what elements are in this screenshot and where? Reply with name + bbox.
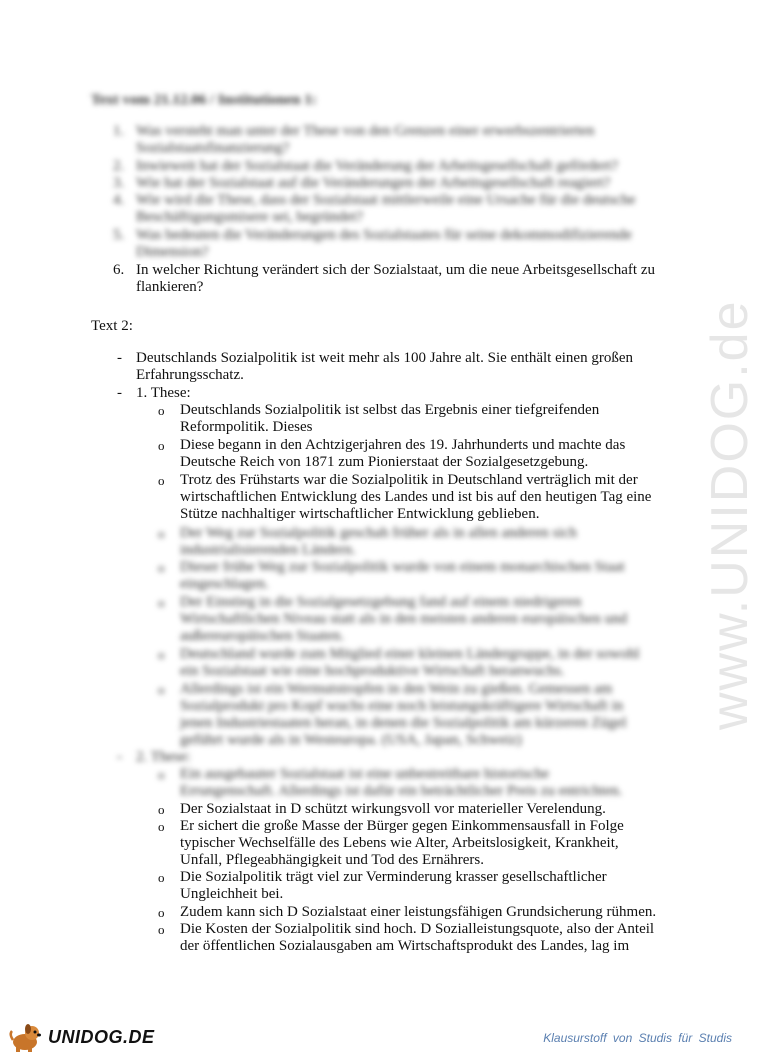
bullet-line: Stütze nachhaltiger wirtschaftlicher Entwicklung geblieben. [180,506,540,522]
dog-icon [8,1022,44,1052]
dash-marker: - [117,749,122,765]
question-line: Wie hat der Sozialstaat auf die Veränderungen der Arbeitsgesellschaft reagiert? [136,175,611,191]
bullet-marker: o [158,473,165,488]
bullet-line: Diese begann in den Achtzigerjahren des 19. Jahrhunderts und machte das [180,437,626,453]
list-item-line: 2. These: [136,749,191,765]
question-number: 3. [113,175,125,191]
unidog-logo[interactable] [8,1022,155,1052]
bullet-marker: o [158,922,165,937]
bullet-marker: o [158,870,165,885]
bullet-marker: o [158,767,165,782]
bullet-line: Der Weg zur Sozialpolitik geschah früher als in allen anderen sich [180,525,577,541]
bullet-marker: o [158,819,165,834]
bullet-marker: o [158,403,165,418]
question-number: 6. [113,262,125,278]
bullet-line: eingeschlagen. [180,576,269,592]
bullet-line: Er sichert die große Masse der Bürger gegen Einkommensausfall in Folge [180,818,624,834]
question-line: Wie wird die These, dass der Sozialstaat mittlerweile eine Ursache für die deutsche [136,192,636,208]
question-number: 5. [113,227,125,243]
question-line: Inwieweit hat der Sozialstaat die Veränderung der Arbeitsgesellschaft gefördert? [136,158,619,174]
bullet-line: Der Einstieg in die Sozialgesetzgebung fand auf einem niedrigeren [180,594,582,610]
list-item-line: Deutschlands Sozialpolitik ist weit mehr als 100 Jahre alt. Sie enthält einen großen [136,350,633,366]
section-label-text2: Text 2: [91,318,133,334]
bullet-line: ein Sozialstaat wie eine hochproduktive Wirtschaft heranwuchs. [180,663,565,679]
question-line: In welcher Richtung verändert sich der Sozialstaat, um die neue Arbeitsgesellschaft zu [136,262,655,278]
dash-marker: - [117,350,122,366]
bullet-marker: o [158,905,165,920]
bullet-line: Ungleichheit bei. [180,886,284,902]
bullet-line: Deutsche Reich von 1871 zum Pionierstaat der Sozialgesetzgebung. [180,454,589,470]
footer-tagline: Klausurstoff von Studis für Studis [543,1031,732,1045]
bullet-marker: o [158,682,165,697]
question-line: Sozialstaatsfinanzierung? [136,140,290,156]
bullet-marker: o [158,647,165,662]
bullet-line: Sozialprodukt pro Kopf wuchs eine noch leistungskräftigere Wirtschaft in [180,698,624,714]
bullet-line: Die Sozialpolitik trägt viel zur Verminderung krasser gesellschaftlicher [180,869,607,885]
bullet-marker: o [158,802,165,817]
bullet-line: Trotz des Frühstarts war die Sozialpolitik in Deutschland verträglich mit der [180,472,638,488]
bullet-marker: o [158,526,165,541]
bullet-line: Ein ausgebauter Sozialstaat ist eine unbestreitbare historische [180,766,550,782]
bullet-line: Allerdings ist ein Wermutstropfen in den Wein zu gießen. Gemessen am [180,681,613,697]
list-item-line: 1. These: [136,385,191,401]
bullet-line: jenen Industriestaaten heran, in denen die Sozialpolitik am kürzeren Zügel [180,715,627,731]
bullet-marker: o [158,438,165,453]
document-heading: Text vom 21.12.06 / Institutionen 1: [91,92,317,108]
bullet-marker: o [158,595,165,610]
question-line: Beschäftigungsmisere sei, begründet? [136,209,364,225]
bullet-line: Dieser frühe Weg zur Sozialpolitik wurde von einem monarchischen Staat [180,559,625,575]
bullet-line: außereuropäischen Staaten. [180,628,345,644]
bullet-marker: o [158,560,165,575]
question-number: 2. [113,158,125,174]
question-number: 1. [113,123,125,139]
bullet-line: Unfall, Pflegeabhängigkeit und Tod des Ernährers. [180,852,485,868]
question-line: flankieren? [136,279,204,295]
bullet-line: Der Sozialstaat in D schützt wirkungsvoll vor materieller Verelendung. [180,801,606,817]
bullet-line: Wirtschaftlichen Niveau statt als in den meisten anderen europäischen und [180,611,628,627]
logo-text: UNIDOG.DE [48,1026,155,1047]
dash-marker: - [117,385,122,401]
list-item-line: Erfahrungsschatz. [136,367,244,383]
bullet-line: geführt wurde als in Westeuropa. (USA, Japan, Schweiz) [180,732,522,748]
bullet-line: der öffentlichen Sozialausgaben am Wirtschaftsprodukt des Landes, lag im [180,938,630,954]
bullet-line: Reformpolitik. Dieses [180,419,313,435]
question-line: Was bedeuten die Veränderungen des Sozialstaates für seine dekommodifizierende [136,227,632,243]
bullet-line: Deutschland wurde zum Mitglied einer kleinen Ländergruppe, in der sowohl [180,646,640,662]
question-line: Was versteht man unter der These von den Grenzen einer erwerbszentrierten [136,123,595,139]
bullet-line: typischer Wechselfälle des Lebens wie Alter, Arbeitslosigkeit, Krankheit, [180,835,619,851]
bullet-line: Die Kosten der Sozialpolitik sind hoch. D Sozialleistungsquote, also der Anteil [180,921,655,937]
bullet-line: industrialisierenden Ländern. [180,542,356,558]
bullet-line: Deutschlands Sozialpolitik ist selbst das Ergebnis einer tiefgreifenden [180,402,600,418]
bullet-line: Zudem kann sich D Sozialstaat einer leistungsfähigen Grundsicherung rühmen. [180,904,657,920]
watermark: www.UNIDOG.de [701,299,759,730]
question-number: 4. [113,192,125,208]
question-line: Dimension? [136,244,209,260]
bullet-line: Errungenschaft. Allerdings ist dafür ein beträchtlicher Preis zu entrichten. [180,783,623,799]
bullet-line: wirtschaftlichen Entwicklung des Landes und ist bis auf den heutigen Tag eine [180,489,652,505]
